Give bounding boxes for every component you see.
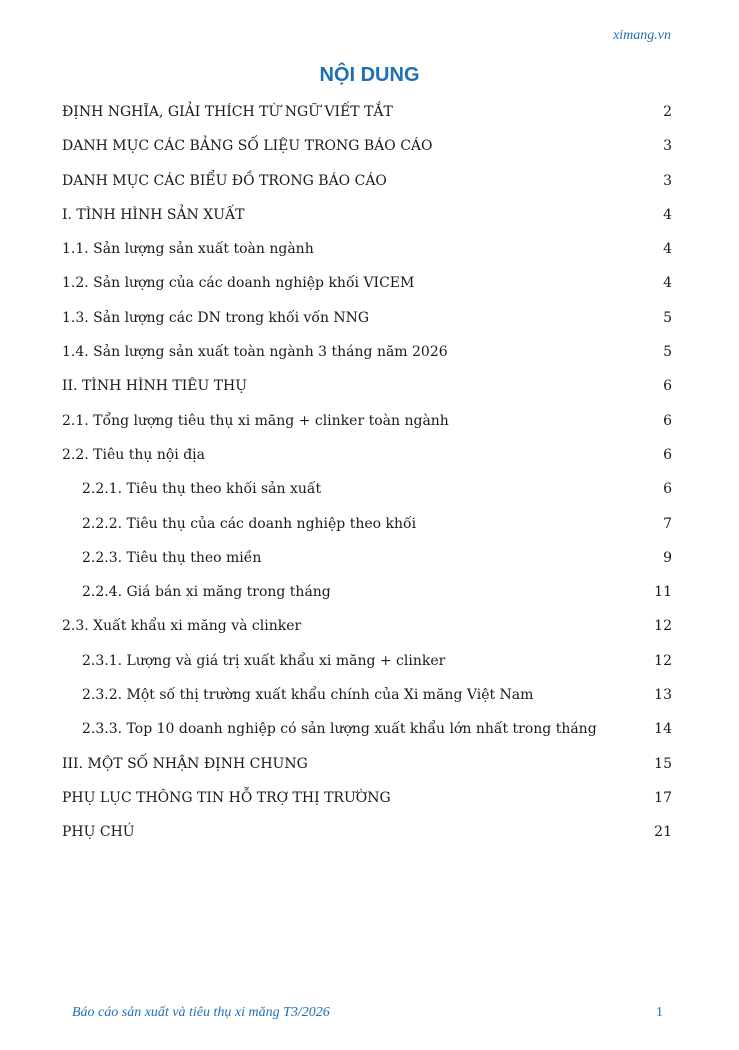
toc-entry[interactable] [62,443,672,477]
toc-entry[interactable] [62,271,672,305]
toc-entry-page: 4 [663,275,672,292]
toc-entry[interactable] [62,786,672,820]
toc-entry-page: 6 [663,481,672,498]
toc-entry[interactable] [62,134,672,168]
toc-entry-page: 2 [663,104,672,120]
toc-entry[interactable] [62,237,672,271]
toc-entry[interactable] [62,512,672,546]
toc-entry-page: 6 [663,446,672,463]
toc-entry-label[interactable]: III. MỘT SỐ NHẬN ĐỊNH CHUNG [62,755,308,772]
toc-entry[interactable] [62,546,672,580]
toc-entry[interactable] [62,820,672,854]
toc-entry-page: 6 [663,412,672,429]
footer-page-number: 1 [656,1005,663,1020]
toc-entry[interactable] [62,614,672,648]
toc-entry-page: 12 [654,652,672,669]
toc-entry-page: 9 [663,549,672,566]
toc-entry-page: 13 [654,687,672,704]
toc-entry[interactable] [62,340,672,374]
toc-entry-page: 6 [663,378,672,395]
toc-entry-label[interactable]: 2.2.3. Tiêu thụ theo miền [82,549,262,566]
toc-entry-page: 11 [654,584,672,601]
toc-entry-label[interactable]: 1.4. Sản lượng sản xuất toàn ngành 3 tháng năm 2026 [62,344,448,361]
toc-entry-page: 4 [663,241,672,258]
table-of-contents [62,100,672,855]
toc-entry-label[interactable]: 1.1. Sản lượng sản xuất toàn ngành [62,241,314,258]
toc-entry-page: 5 [663,344,672,361]
toc-entry[interactable] [62,100,672,134]
toc-entry-label[interactable]: 2.1. Tổng lượng tiêu thụ xi măng + clinker toàn ngành [62,412,449,429]
toc-entry[interactable] [62,752,672,786]
toc-entry-page: 15 [654,755,672,772]
toc-entry-page: 7 [663,515,672,532]
toc-entry-label[interactable]: 1.3. Sản lượng các DN trong khối vốn NNG [62,309,370,326]
toc-entry[interactable] [62,683,672,717]
toc-entry-label[interactable]: DANH MỤC CÁC BIỂU ĐỒ TRONG BÁO CÁO [62,172,387,189]
toc-entry-label[interactable]: DANH MỤC CÁC BẢNG SỐ LIỆU TRONG BÁO CÁO [62,138,433,155]
toc-entry-label[interactable]: 2.3.1. Lượng và giá trị xuất khẩu xi măng + clinker [82,652,446,669]
toc-entry[interactable] [62,203,672,237]
toc-entry-label[interactable]: 2.3.2. Một số thị trường xuất khẩu chính của Xi măng Việt Nam [82,687,534,704]
toc-entry-label[interactable]: I. TÌNH HÌNH SẢN XUẤT [62,206,245,223]
toc-entry-label[interactable]: 2.2.4. Giá bán xi măng trong tháng [82,584,331,601]
toc-entry-page: 21 [654,824,672,841]
toc-entry-page: 4 [663,206,672,223]
toc-entry-label[interactable]: PHỤ LỤC THÔNG TIN HỖ TRỢ THỊ TRƯỜNG [62,789,391,806]
toc-entry[interactable] [62,649,672,683]
footer-caption: Báo cáo sản xuất và tiêu thụ xi măng T3/2026 [72,1005,330,1020]
toc-entry[interactable] [62,409,672,443]
toc-entry[interactable] [62,717,672,751]
toc-entry-label[interactable]: 2.2.2. Tiêu thụ của các doanh nghiệp theo khối [82,515,417,532]
toc-entry-page: 3 [663,172,672,189]
toc-entry-label[interactable]: 2.3.3. Top 10 doanh nghiệp có sản lượng xuất khẩu lớn nhất trong tháng [82,721,597,738]
toc-entry-label[interactable]: PHỤ CHÚ [62,824,135,841]
toc-entry-page: 12 [654,618,672,635]
toc-entry[interactable] [62,477,672,511]
toc-entry[interactable] [62,580,672,614]
toc-entry-label[interactable]: ĐỊNH NGHĨA, GIẢI THÍCH TỪ NGỮ VIẾT TẮT [62,104,393,120]
toc-entry-label[interactable]: 2.2.1. Tiêu thụ theo khối sản xuất [82,481,322,498]
toc-entry-label[interactable]: II. TÌNH HÌNH TIÊU THỤ [62,378,248,395]
toc-title: NỘI DUNG [319,64,420,86]
toc-entry-label[interactable]: 1.2. Sản lượng của các doanh nghiệp khối VICEM [62,275,415,292]
toc-entry-label[interactable]: 2.2. Tiêu thụ nội địa [62,446,206,463]
toc-entry[interactable] [62,306,672,340]
site-name: ximang.vn [613,28,671,43]
toc-entry-label[interactable]: 2.3. Xuất khẩu xi măng và clinker [62,618,302,635]
toc-entry-page: 5 [663,309,672,326]
toc-entry-page: 17 [654,789,672,806]
toc-entry[interactable] [62,169,672,203]
toc-entry[interactable] [62,374,672,408]
toc-entry-page: 3 [663,138,672,155]
toc-entry-page: 14 [654,721,672,738]
